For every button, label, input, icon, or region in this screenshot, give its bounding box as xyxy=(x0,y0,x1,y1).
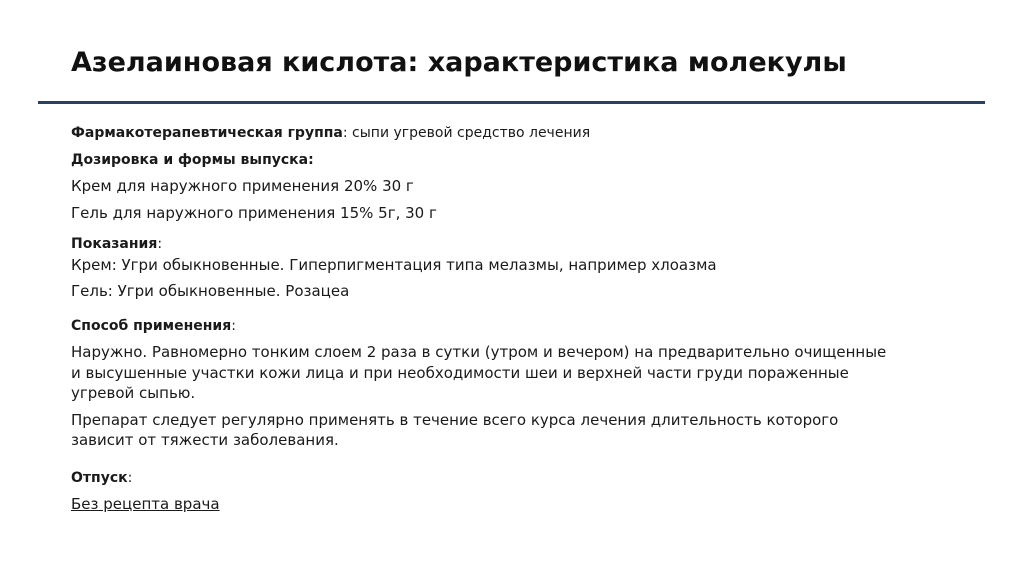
indication-item: Крем: Угри обыкновенные. Гиперпигментация типа мелазмы, например хлоазма xyxy=(71,255,717,274)
title-divider xyxy=(38,101,985,104)
pharm-group-line xyxy=(71,123,951,144)
usage-heading xyxy=(71,316,951,337)
dispensing-value: Без рецепта врача xyxy=(71,495,220,513)
dosage-heading: Дозировка и формы выпуска: xyxy=(71,151,314,168)
slide-content xyxy=(71,123,951,515)
pharm-group-label: Фармакотерапевтическая группа xyxy=(71,125,343,141)
dispensing-heading xyxy=(71,468,951,489)
indications-heading xyxy=(71,234,951,255)
indication-item: Гель: Угри обыкновенные. Розацеа xyxy=(71,282,350,300)
dispensing-separator: : xyxy=(127,469,133,486)
indications-label: Показания xyxy=(71,236,158,252)
usage-label: Способ применения xyxy=(71,317,232,334)
slide-title: Азелаиновая кислота: характеристика молекулы xyxy=(71,47,847,78)
usage-paragraph: Препарат следует регулярно применять в течение всего курса лечения длительность которого зависит от тяжести заболевания. xyxy=(71,410,839,449)
pharm-group-separator: : xyxy=(342,125,348,141)
dosage-item: Гель для наружного применения 15% 5г, 30 г xyxy=(71,203,437,222)
usage-paragraph: Наружно. Равномерно тонким слоем 2 раза в сутки (утром и вечером) на предварительно очищенные и высушенные участки кожи лица и при необходимости шеи и верхней части груди пораженные угревой сыпью. xyxy=(71,343,887,402)
pharm-group-value: сыпи угревой средство лечения xyxy=(347,125,591,141)
dispensing-label: Отпуск xyxy=(71,469,128,486)
usage-separator: : xyxy=(231,317,236,334)
dosage-item: Крем для наружного применения 20% 30 г xyxy=(71,177,414,195)
indications-separator: : xyxy=(157,236,163,252)
